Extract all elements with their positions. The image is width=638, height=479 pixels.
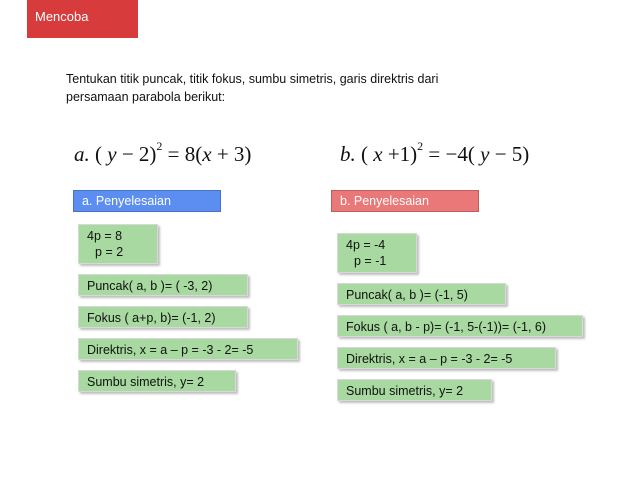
solution-a-sumbu: Sumbu simetris, y= 2 (87, 375, 205, 389)
solution-b-p-line-1: 4p = -4 (346, 238, 386, 252)
equation-a-lhs-var: y (107, 142, 117, 166)
solution-a-direktris: Direktris, x = a – p = -3 - 2= -5 (87, 343, 254, 357)
solution-a-header-label: a. Penyelesaian (82, 194, 171, 208)
solution-a-p-box (78, 224, 158, 264)
solution-b-header-label: b. Penyelesaian (340, 194, 429, 208)
equation-b-lhs-rest: +1) (382, 142, 418, 166)
equation-a (74, 139, 252, 167)
solution-b-direktris: Direktris, x = a – p = -3 - 2= -5 (346, 352, 513, 366)
solution-b-sumbu-box (337, 379, 492, 401)
equation-a-lhs-open: ( (95, 142, 108, 166)
intro-text (66, 70, 546, 106)
solution-a-fokus-box (78, 306, 248, 328)
equation-b-rhs-rest: − 5) (489, 142, 530, 166)
solution-a-puncak-box (78, 274, 248, 296)
solution-a-sumbu-box (78, 370, 236, 392)
solution-b-header (331, 190, 479, 212)
solution-b-puncak: Puncak( a, b )= (-1, 5) (346, 288, 468, 302)
equation-b-lhs-var: x (373, 142, 383, 166)
solution-b-p-box (337, 233, 417, 273)
solution-b-fokus: Fokus ( a, b - p)= (-1, 5-(-1))= (-1, 6) (346, 320, 547, 334)
solution-a-fokus: Fokus ( a+p, b)= (-1, 2) (87, 311, 216, 325)
equation-b-prefix: b. (340, 142, 356, 166)
equation-b-exponent: 2 (417, 139, 424, 153)
solution-b-sumbu: Sumbu simetris, y= 2 (346, 384, 464, 398)
equation-b-rhs-pre: = −4( (423, 142, 481, 166)
solution-a-p-line-1: 4p = 8 (87, 229, 123, 243)
solution-b-fokus-box (337, 315, 583, 337)
equation-a-rhs-rest: + 3) (211, 142, 252, 166)
solution-a-direktris-box (78, 338, 298, 360)
equation-a-rhs-pre: = 8( (162, 142, 203, 166)
intro-line-2: persamaan parabola berikut: (66, 90, 226, 104)
equation-b (340, 139, 530, 167)
title-tab (27, 0, 138, 38)
equation-b-lhs-open: ( (361, 142, 374, 166)
solution-a-header (73, 190, 221, 212)
equation-a-exponent: 2 (156, 139, 163, 153)
solution-b-puncak-box (337, 283, 506, 305)
title-tab-label: Mencoba (35, 9, 89, 24)
intro-line-1: Tentukan titik puncak, titik fokus, sumbu simetris, garis direktris dari (66, 72, 439, 86)
equation-a-rhs-var: x (202, 142, 212, 166)
solution-b-direktris-box (337, 347, 556, 369)
equation-a-lhs-rest: − 2) (116, 142, 157, 166)
equation-b-rhs-var: y (480, 142, 490, 166)
equation-a-prefix: a. (74, 142, 90, 166)
solution-a-p-line-2: p = 2 (95, 245, 124, 259)
solution-a-puncak: Puncak( a, b )= ( -3, 2) (87, 279, 213, 293)
solution-b-p-line-2: p = -1 (354, 254, 387, 268)
